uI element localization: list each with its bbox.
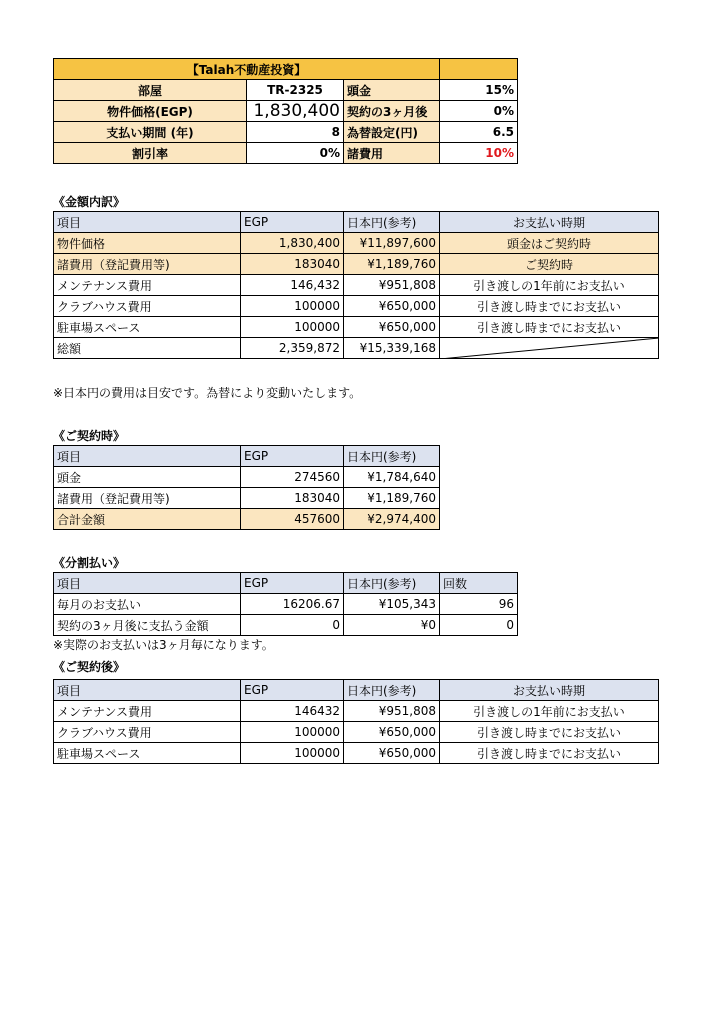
breakdown-table bbox=[53, 211, 659, 359]
label-property-price: 物件価格(EGP) bbox=[54, 101, 247, 122]
value-room: TR-2325 bbox=[247, 80, 344, 101]
exchange-note: ※日本円の費用は目安です。為替により変動いたします。 bbox=[53, 386, 362, 400]
header-timing: お支払い時期 bbox=[440, 212, 659, 233]
cell-item: 契約の3ヶ月後に支払う金額 bbox=[54, 615, 241, 636]
cell-item: 合計金額 bbox=[54, 509, 241, 530]
cell-timing: 引き渡し時までにお支払い bbox=[440, 743, 659, 764]
cell-egp: 146,432 bbox=[241, 275, 344, 296]
table-row bbox=[54, 743, 659, 764]
header-egp: EGP bbox=[241, 446, 344, 467]
cell-count: 96 bbox=[440, 594, 518, 615]
cell-jpy: ¥650,000 bbox=[344, 722, 440, 743]
summary-row bbox=[54, 122, 518, 143]
header-item: 項目 bbox=[54, 680, 241, 701]
cell-count: 0 bbox=[440, 615, 518, 636]
value-3-month: 0% bbox=[440, 101, 518, 122]
after-header-row bbox=[54, 680, 659, 701]
cell-item: 物件価格 bbox=[54, 233, 241, 254]
contract-header-row bbox=[54, 446, 440, 467]
cell-item: クラブハウス費用 bbox=[54, 722, 241, 743]
label-room: 部屋 bbox=[54, 80, 247, 101]
header-egp: EGP bbox=[241, 212, 344, 233]
cell-jpy: ¥650,000 bbox=[344, 743, 440, 764]
header-item: 項目 bbox=[54, 212, 241, 233]
header-jpy: 日本円(参考) bbox=[344, 446, 440, 467]
cell-jpy: ¥105,343 bbox=[344, 594, 440, 615]
label-fees: 諸費用 bbox=[344, 143, 440, 164]
cell-item: メンテナンス費用 bbox=[54, 701, 241, 722]
cell-timing-blank bbox=[440, 338, 659, 359]
cell-egp: 274560 bbox=[241, 467, 344, 488]
table-row bbox=[54, 594, 518, 615]
value-property-price: 1,830,400 bbox=[247, 101, 344, 122]
table-row bbox=[54, 296, 659, 317]
cell-jpy: ¥11,897,600 bbox=[344, 233, 440, 254]
cell-jpy: ¥1,784,640 bbox=[344, 467, 440, 488]
label-discount: 割引率 bbox=[54, 143, 247, 164]
cell-item: メンテナンス費用 bbox=[54, 275, 241, 296]
cell-egp: 183040 bbox=[241, 254, 344, 275]
header-timing: お支払い時期 bbox=[440, 680, 659, 701]
header-count: 回数 bbox=[440, 573, 518, 594]
table-row bbox=[54, 488, 440, 509]
cell-egp: 100000 bbox=[241, 743, 344, 764]
header-item: 項目 bbox=[54, 573, 241, 594]
table-row bbox=[54, 317, 659, 338]
summary-row bbox=[54, 143, 518, 164]
table-row bbox=[54, 722, 659, 743]
table-row bbox=[54, 254, 659, 275]
cell-egp: 2,359,872 bbox=[241, 338, 344, 359]
cell-timing: 引き渡しの1年前にお支払い bbox=[440, 275, 659, 296]
cell-jpy: ¥0 bbox=[344, 615, 440, 636]
installments-title: 《分割払い》 bbox=[53, 556, 126, 570]
label-payment-period: 支払い期間 (年) bbox=[54, 122, 247, 143]
summary-title: 【Talah不動産投資】 bbox=[54, 59, 440, 80]
diagonal-line bbox=[440, 338, 659, 359]
table-row bbox=[54, 615, 518, 636]
cell-jpy: ¥951,808 bbox=[344, 701, 440, 722]
cell-jpy: ¥1,189,760 bbox=[344, 254, 440, 275]
summary-title-blank bbox=[440, 59, 518, 80]
header-jpy: 日本円(参考) bbox=[344, 212, 440, 233]
cell-egp: 1,830,400 bbox=[241, 233, 344, 254]
label-down-payment: 頭金 bbox=[344, 80, 440, 101]
cell-egp: 457600 bbox=[241, 509, 344, 530]
cell-item: 諸費用（登記費用等) bbox=[54, 488, 241, 509]
breakdown-header-row bbox=[54, 212, 659, 233]
table-row bbox=[54, 467, 440, 488]
cell-egp: 100000 bbox=[241, 296, 344, 317]
cell-jpy: ¥1,189,760 bbox=[344, 488, 440, 509]
summary-table bbox=[53, 58, 518, 164]
cell-egp: 100000 bbox=[241, 317, 344, 338]
cell-timing: 引き渡し時までにお支払い bbox=[440, 722, 659, 743]
value-discount: 0% bbox=[247, 143, 344, 164]
cell-item: クラブハウス費用 bbox=[54, 296, 241, 317]
cell-jpy: ¥2,974,400 bbox=[344, 509, 440, 530]
cell-timing: 引き渡し時までにお支払い bbox=[440, 296, 659, 317]
cell-timing: 引き渡しの1年前にお支払い bbox=[440, 701, 659, 722]
cell-item: 諸費用（登記費用等) bbox=[54, 254, 241, 275]
header-item: 項目 bbox=[54, 446, 241, 467]
cell-item: 駐車場スペース bbox=[54, 743, 241, 764]
cell-egp: 183040 bbox=[241, 488, 344, 509]
cell-egp: 146432 bbox=[241, 701, 344, 722]
installments-table bbox=[53, 572, 518, 636]
contract-title: 《ご契約時》 bbox=[53, 429, 126, 443]
value-fees: 10% bbox=[440, 143, 518, 164]
summary-title-row bbox=[54, 59, 518, 80]
cell-jpy: ¥15,339,168 bbox=[344, 338, 440, 359]
installments-header-row bbox=[54, 573, 518, 594]
cell-item: 毎月のお支払い bbox=[54, 594, 241, 615]
cell-jpy: ¥650,000 bbox=[344, 317, 440, 338]
value-down-payment: 15% bbox=[440, 80, 518, 101]
header-egp: EGP bbox=[241, 573, 344, 594]
table-row bbox=[54, 275, 659, 296]
cell-egp: 100000 bbox=[241, 722, 344, 743]
summary-row bbox=[54, 101, 518, 122]
cell-item: 総額 bbox=[54, 338, 241, 359]
label-3-month: 契約の3ヶ月後 bbox=[344, 101, 440, 122]
contract-table bbox=[53, 445, 440, 530]
header-jpy: 日本円(参考) bbox=[344, 680, 440, 701]
breakdown-title: 《金額内訳》 bbox=[53, 195, 126, 209]
after-title: 《ご契約後》 bbox=[53, 660, 126, 674]
table-row bbox=[54, 233, 659, 254]
label-exchange-rate: 為替設定(円) bbox=[344, 122, 440, 143]
total-row bbox=[54, 509, 440, 530]
cell-item: 頭金 bbox=[54, 467, 241, 488]
after-table bbox=[53, 679, 659, 764]
summary-row bbox=[54, 80, 518, 101]
cell-timing: ご契約時 bbox=[440, 254, 659, 275]
value-payment-period: 8 bbox=[247, 122, 344, 143]
cell-jpy: ¥650,000 bbox=[344, 296, 440, 317]
header-egp: EGP bbox=[241, 680, 344, 701]
cell-jpy: ¥951,808 bbox=[344, 275, 440, 296]
cell-timing: 引き渡し時までにお支払い bbox=[440, 317, 659, 338]
table-row bbox=[54, 701, 659, 722]
total-row bbox=[54, 338, 659, 359]
cell-item: 駐車場スペース bbox=[54, 317, 241, 338]
cell-egp: 16206.67 bbox=[241, 594, 344, 615]
value-exchange-rate: 6.5 bbox=[440, 122, 518, 143]
installments-note: ※実際のお支払いは3ヶ月毎になります。 bbox=[53, 638, 274, 652]
cell-egp: 0 bbox=[241, 615, 344, 636]
cell-timing: 頭金はご契約時 bbox=[440, 233, 659, 254]
header-jpy: 日本円(参考) bbox=[344, 573, 440, 594]
